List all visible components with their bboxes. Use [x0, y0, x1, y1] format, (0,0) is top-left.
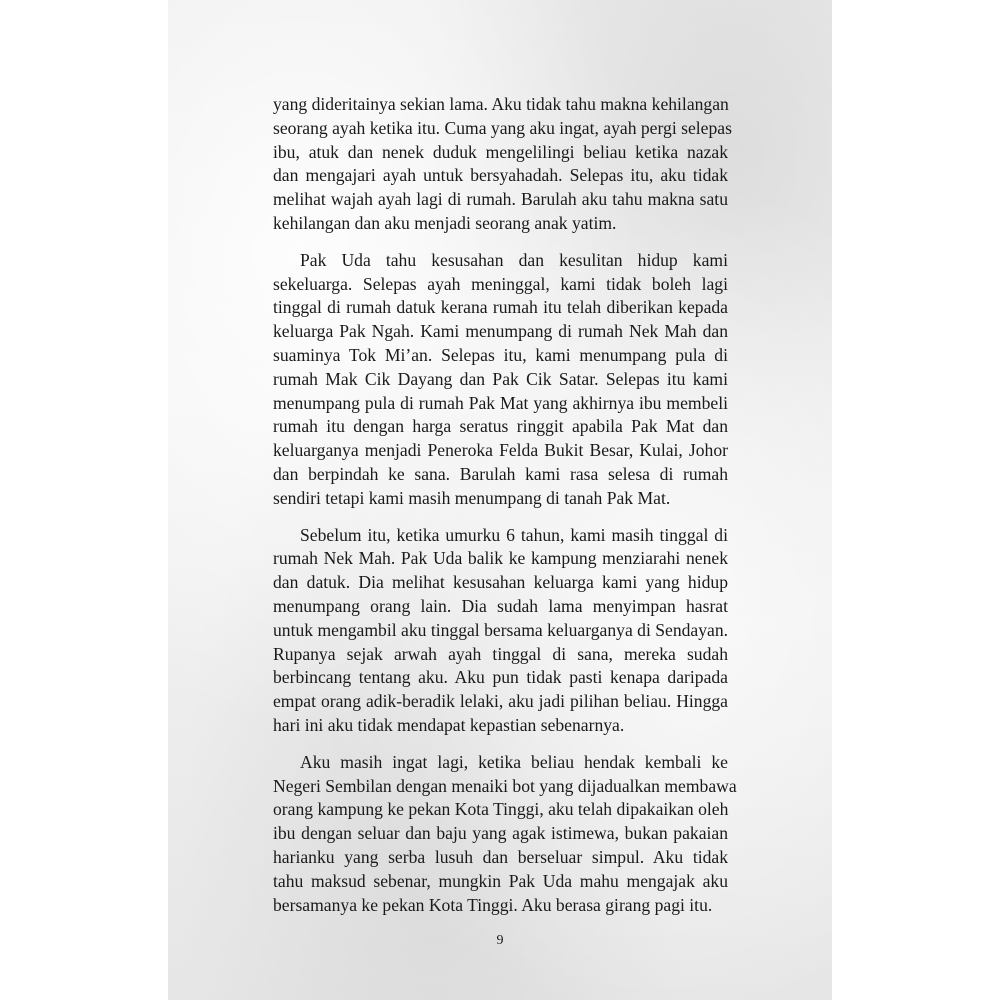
text-line: bersamanya ke pekan Kota Tinggi. Aku berasa girang pagi itu.	[273, 894, 713, 915]
text-line: untuk mengambil aku tinggal bersama keluarganya di Sendayan.	[273, 619, 729, 640]
paragraph	[273, 93, 732, 236]
text-line: keluarganya menjadi Peneroka Felda Bukit Besar, Kulai, Johor	[273, 440, 728, 461]
text-line: harianku yang serba lusuh dan berseluar simpul. Aku tidak	[273, 846, 728, 867]
text-line: Rupanya sejak arwah ayah tinggal di sana, mereka sudah	[273, 643, 728, 664]
paragraph	[273, 524, 728, 738]
text-line: berbincang tentang aku. Aku pun tidak pasti kenapa daripada	[273, 667, 728, 688]
text-line: rumah Nek Mah. Pak Uda balik ke kampung menziarahi nenek	[273, 548, 728, 569]
paragraph	[273, 249, 728, 511]
text-line: tinggal di rumah datuk kerana rumah itu telah diberikan kepada	[273, 297, 728, 318]
text-line: Negeri Sembilan dengan menaiki bot yang dijadualkan membawa	[273, 775, 737, 796]
text-line: ibu, atuk dan nenek duduk mengelilingi beliau ketika nazak	[273, 141, 728, 162]
text-line: menumpang pula di rumah Pak Mat yang akhirnya ibu membeli	[273, 392, 728, 413]
text-line: suaminya Tok Mi’an. Selepas itu, kami menumpang pula di	[273, 344, 728, 365]
body-text	[273, 93, 737, 930]
text-line: seorang ayah ketika itu. Cuma yang aku ingat, ayah pergi selepas	[273, 117, 732, 138]
book-page	[168, 0, 832, 1000]
page-number: 9	[496, 933, 504, 948]
text-line: tahu maksud sebenar, mungkin Pak Uda mahu mengajak aku	[273, 870, 728, 891]
text-line: rumah Mak Cik Dayang dan Pak Cik Satar. Selepas itu kami	[273, 368, 728, 389]
paragraph	[273, 751, 737, 918]
text-line: rumah itu dengan harga seratus ringgit apabila Pak Mat dan	[273, 416, 728, 437]
text-line: dan datuk. Dia melihat kesusahan keluarga kami yang hidup	[273, 572, 728, 593]
text-line: melihat wajah ayah lagi di rumah. Barulah aku tahu makna satu	[273, 189, 728, 210]
text-line: keluarga Pak Ngah. Kami menumpang di rumah Nek Mah dan	[273, 321, 728, 342]
text-line: dan mengajari ayah untuk bersyahadah. Selepas itu, aku tidak	[273, 165, 728, 186]
text-line: orang kampung ke pekan Kota Tinggi, aku telah dipakaikan oleh	[273, 799, 729, 820]
text-line: menumpang orang lain. Dia sudah lama menyimpan hasrat	[273, 595, 728, 616]
text-line: kehilangan dan aku menjadi seorang anak yatim.	[273, 212, 617, 233]
text-line: Pak Uda tahu kesusahan dan kesulitan hidup kami	[300, 249, 728, 270]
text-line: ibu dengan seluar dan baju yang agak istimewa, bukan pakaian	[273, 823, 728, 844]
text-line: Aku masih ingat lagi, ketika beliau hendak kembali ke	[300, 751, 728, 772]
text-line: empat orang adik-beradik lelaki, aku jadi pilihan beliau. Hingga	[273, 691, 728, 712]
text-line: Sebelum itu, ketika umurku 6 tahun, kami masih tinggal di	[300, 524, 728, 545]
text-line: hari ini aku tidak mendapat kepastian sebenarnya.	[273, 714, 625, 735]
text-line: yang dideritainya sekian lama. Aku tidak tahu makna kehilangan	[273, 94, 729, 114]
text-line: dan berpindah ke sana. Barulah kami rasa selesa di rumah	[273, 463, 728, 484]
text-line: sekeluarga. Selepas ayah meninggal, kami tidak boleh lagi	[273, 273, 728, 294]
text-line: sendiri tetapi kami masih menumpang di tanah Pak Mat.	[273, 487, 671, 508]
